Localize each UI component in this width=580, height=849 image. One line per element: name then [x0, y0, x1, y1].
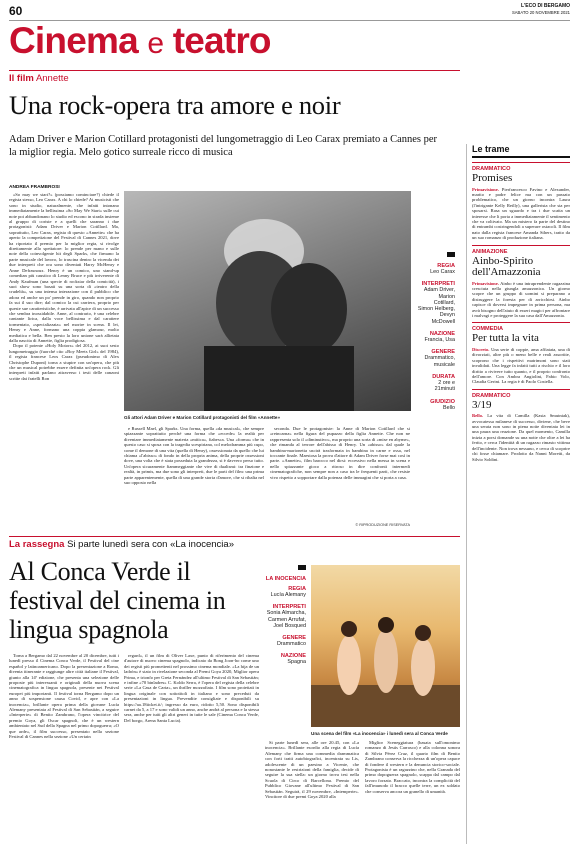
film-photo-illustration	[124, 191, 411, 411]
trame-item: DRAMMATICO 3/19 Bello. La vita di Camilla (Kasia Smutniak), avvocatessa milanese di successo, diviene, che beve una serata non sono in piena notte diventata lei in una paura una reazione. Da quel momento, Camilla inizia a porsi domande su una notte che oltre a lei ha ferito, e cerca l'identità di un ragazzo rimasto vittima dell'incidente. Non trova nessuno, e cerca di scoprire chi fosse chiamare. Prodotto da Nanni Moretti, da Silvio Soldini.	[472, 389, 570, 462]
credits-marker-icon	[447, 252, 455, 257]
issue-date: SABATO 20 NOVEMBRE 2021	[511, 9, 570, 15]
rassegna-body-col3: Si parte lunedì sera, alle ore 20.45, con «La inocencia». Brillante esordio alla regia di Lucía Alemany che firma una commedia drammatica con forti tratti autobiografici, incentrata su Lis, adolescente di un paesino a Vicente, che nonostante le restrizioni della famiglia, decide di seguire la sua stella: un giorno trova tesi nella Scuola di Circo di Barcellona. Premio del Pubblico Giovane all'ultimo Festival di San Sebastián. Seguirà, il 29 novembre, «Intemperie». Vincitore di due premi Goya 2020 alla	[265, 740, 359, 800]
film-body-col1: «So may we start?» (possiamo cominciare?) chiede il regista stesso, Leo Carax. A chi lo chiede? Ai musicisti che sono in studio, naturalmente, che infatti intonano immediatamente la bellissima «So May We Start» sulle cui note poi abbandonano lo studio ed escono in strada insieme al gruppo di coriste e a quelli che saranno i due protagonisti: Adam Driver e Marion Cotillard. Ma, soprattutto, Leo Carax, regista di questo «Annette» che ha aperto la competizione del Festival di Cannes 2021, dove ha riportato il premio per la miglior regia, si rivolge direttamente allo spettatore: lo prende per mano e sulle note della coinvolgente hit degli Sparks, che firmano la parte musicale del lavoro, lo trascina dentro la vicenda dei due interpreti che ora sono diventati Harry McHenry e Anne Defrasnoux. Henry è un comico, uno stand-up comedian più caustico di Lenny Bruce e più irriverente di Andy Kaufman (una specie di rockstar della comicità), i suoi show sono basati su una sorta di «teatro della crudeltà», su una intensa interazione con il pubblico che adora ed anche un po' prende in giro, quando non proprio fa sui il suo dire; dal comico la cui carriera, proprio per queste sue caratteristiche, è arrivata all'apice di un successo che sembra inossidabile. Anne, al contrario, è una celebre cantante lirica, dalla voce bellissima e dal carattere tormentato, «specializzata» nel morire in scena. Il lei, Henry e Anne, formano una coppia glamour, molto mediatica e bella. Ben presto la loro unione sarà allietata dalla nascita di Annette, figlia prodigiosa. Dopo il potente «Holy Motors» del 2012, ai suoi sesto lungometraggio (fuorché cito «Boy Meets Girl» del 1984), il regista francese Leos Carax (pseudonimo di Alex Christophe Dupont) torna a stupire con un'opera, che più che un musical potrebbe essere definita un'opera rock. Gli interpreti infatti parlano attraverso i testi delle canzoni scritte dai fratelli Ron	[9, 192, 119, 381]
rassegna-kicker: La rassegna Si parte lunedì sera con «La inocencia»	[9, 539, 234, 550]
newspaper-name: L'ECO DI BERGAMO	[521, 3, 570, 9]
film-kicker-rule	[9, 70, 460, 71]
rassegna-photo	[311, 565, 460, 727]
film-kicker: Il film Annette	[9, 73, 69, 84]
rassegna-body-col1: Torna a Bergamo dal 22 novembre al 20 dicembre, tutti i lunedì presso il Cinema Conca Verde, il Festival del cine español y latinoamericano. Dopo la presentazione a Roma, diventa itinerante e raggiunge altre città italiane il Festival, giunto alla 14ª edizione, che presenta una selezione delle proposte più interessanti e originali della nuova scena cinematografica in lingua spagnola, presente nei Festival europei più importanti. Il festival torna Bergamo dopo un anno di sospensione causa Covid, e apre con «La inocencia», brillante opera prima della giovane Lucía Alemany presentata al Festival di San Sebastián, a seguire «Interperie» di Benito Zambrano, l'opera vincitrice del premio Goya, gli Oscar spagnoli, che è un western ambientato nel Sud della Spagna nel primo dopoguerra; «O que arde», il film successo, presentato nella sezione Festival di Cannes nella sezione «Un certain	[9, 653, 119, 740]
rassegna-credits: LA INOCENCIA REGIA Lucía Alemany INTERPRETI Sonia Almarcha, Carmen Arrufat, Joel Bosqued GENERE Drammatico NAZIONE Spagna	[264, 565, 306, 666]
column-divider	[466, 144, 467, 844]
film-body-col2: e Russell Mael, gli Sparks. Una forma, quella «da musical», che sempre spiazzante soprattutto perché una forma che «eccede» la realtà per diventare immediatamente materia «mitica», fiabesca. Una «forma» che in questo caso si sposa con la tragedia scespiriana, col melodramma più cupo, come il demone di una vita (quella di Henry), ossessionata da quello che lui chiama «l'abisso» di fondo in della propria anima, della proprie ossessioni dove, una volta che è stata posseduta la grandezza, si è davvero perso tutto. Un'opera sicuramente fiammeggiante che vive di dualismi: tra finzione e realtà, in primis, ma due sono gli interpreti, due le parti del film: una prima parte apparentemente, quella di una grande storia d'amore, che si ribalta nel suo opposto nella	[124, 426, 264, 486]
film-subhead: Adam Driver e Marion Cotillard protagonisti del lungometraggio di Leo Carax premiato a Cannes per la miglior regia. Melo gotico surreale ricco di musica	[9, 134, 438, 158]
trame-item: DRAMMATICO Promises Primavisione. Pierfrancesco Favino e Alexander, marito e padre felice ma con un passato problematico, che un giorno incontra Laura (l'intrigante Kelly Reilly), una gallerista che sta per sposarsi. Rasa un sguardo e tra i due scatta un interesse che li porta a immediatamente il sentimento che va coltivato. Ma un mistero fa parte del destino di entrambi costringendoli a superare ostacoli. Il film nato dalla regista francese Amanda Sthers, tratto da un suo romanzo di produzione italiana.	[472, 162, 570, 241]
film-author: ANDREA FRAMBROSI	[9, 185, 60, 190]
masthead	[512, 4, 570, 15]
trame-item: COMMEDIA Per tutta la vita Discreto. Una serie di coppie, ama affiatata, una di divorziati, altre più o meno belle e reali assortite, scoprono che i rispettivi matrimoni sono stati invalidati. Una legge fa infatti tutti a rischio e il loro diritto a rivivere tutto quanto, e il proprio confronto dell'amore. Con Ambra Angiolini, Fabio Volo, Claudia Gerini. La regia è di Paolo Costella.	[472, 322, 570, 384]
film-copyright: © RIPRODUZIONE RISERVATA	[355, 523, 410, 527]
rassegna-body-col2: regard», il un film di Oliver Laxe, punto di riferimento del cinema d'autore di nuovo cinema spagnolo, indicato da Bong Joon-ho come uno dei registi più promettenti nel prossimo cinema mondiale. «La hija de un ladrón» è stato in rivelazione seconda al Premi Goya 2020, Miglior opera Prima, e trionfo per Greta Fernández all'ultimo Festival di San Sebastián; e infine «70 binladres» C. Koldo Serra, è l'opera del regista della celebre serie «La Casa de Carta», un thriller mozzafiato. I film sono proiettati in lingua originale con sottotitoli in italiano e sono preceduti da presentazioni in lingua. Prevendite consigliate e disponibili su https://aa.18ticket.it/; ingresso da euro, ridotto 5,50. Sono disponibili carnet da 5, a 17 e sono validi un anno, anche andrà al persona e la stessa sera, anche per tutti gli altri generi in tutte le sale (Cinema Conca Verde, Del borgo, Arena Santa Lucia).	[124, 653, 259, 723]
trame-sidebar	[472, 144, 570, 844]
rassegna-headline: Al Conca Verde il festival del cinema in lingua spagnola	[9, 557, 226, 644]
film-headline: Una rock-opera tra amore e noir	[9, 90, 341, 120]
rassegna-photo-caption: Una scena del film «La inocencia» i lunedì sera al Conca Verde	[311, 731, 448, 736]
film-credits: REGIA Leo Carax INTERPRETI Adam Driver, Marion Cotillard, Simon Helberg, Devyn McDowell NAZIONE Francia, Usa GENERE Drammatico, musicale DURATA 2 ore e 21minuti GIUDIZIO Bello	[417, 252, 455, 411]
rassegna-photo-illustration	[311, 565, 460, 727]
film-photo	[124, 191, 411, 411]
film-body-col3: seconda. Due le protagoniste: la Anne di Marion Cotillard che si «reincarna» nella figura del pupazzo della figlia Annette. Che non ne rappresenta solo il «diminutivo», ma proprio una sorta di «mise en abyme», che rimanda al terrore dell'abisso di Henry. Un «abisso» dal quale la bambina-marionetta uscirà trasformata in bambina in carne e ossa, nel toccante finale. Maestosa la prova d'attore di Adam Driver forse mai così in parte. «Annette», film barocco nel dirsi: eccessivo nella messa in scena e nello spiazzante gioco a ritroso in dire confronti intermedi cinematografiche, non sempre non a caso tra le frequenti parti, che resiste vivo rispetto a sopportare dalla potenza delle immagini che si porta a casa.	[270, 426, 410, 480]
trame-item: ANIMAZIONE Ainbo-Spirito dell'Amazzonia Primavisione. Ainbo è una intraprendente ragazzina cresciuta nella giungla amazzonica. Un giorno scopre che un gruppo di uomini si preparano a distruggere la foresta per di arricchirsi. Ainbo capisce di doversi impegnare in prima persona, ma avrà bisogno dell'aiuto di esseri magici per affrontare i malvagi e proteggere la sua casa dall'Amazzonia.	[472, 245, 570, 319]
rassegna-body-col4: Miglior Sceneggiatura (basata sull'omonimo romanzo di Jesús Carrasco) e alla colonna sonora di Silvia Pérez Cruz, il quarto film di Benito Zambrano conserva la ricchezza di un'opera capace di fondere il western e la denuncia storico-sociale. Protagonista è un ragazzino che, nella Granada del primo dopoguerra spagnolo, scappa dal campo dal lavoro forzato. Braccato, incontra la complicità del fall'imunodo il bracco quelle terre, un ex soldato che conserva ancora un granello di umanità.	[365, 740, 460, 794]
page-number: 60	[9, 4, 23, 18]
section-title: Cinema e teatro	[9, 20, 271, 61]
rassegna-kicker-rule	[9, 536, 460, 537]
trame-title: Le trame	[472, 144, 570, 158]
film-photo-caption: Gli attori Adam Driver e Marion Cotillard protagonisti del film «Annette»	[124, 415, 281, 420]
credits-marker-icon	[298, 565, 306, 570]
